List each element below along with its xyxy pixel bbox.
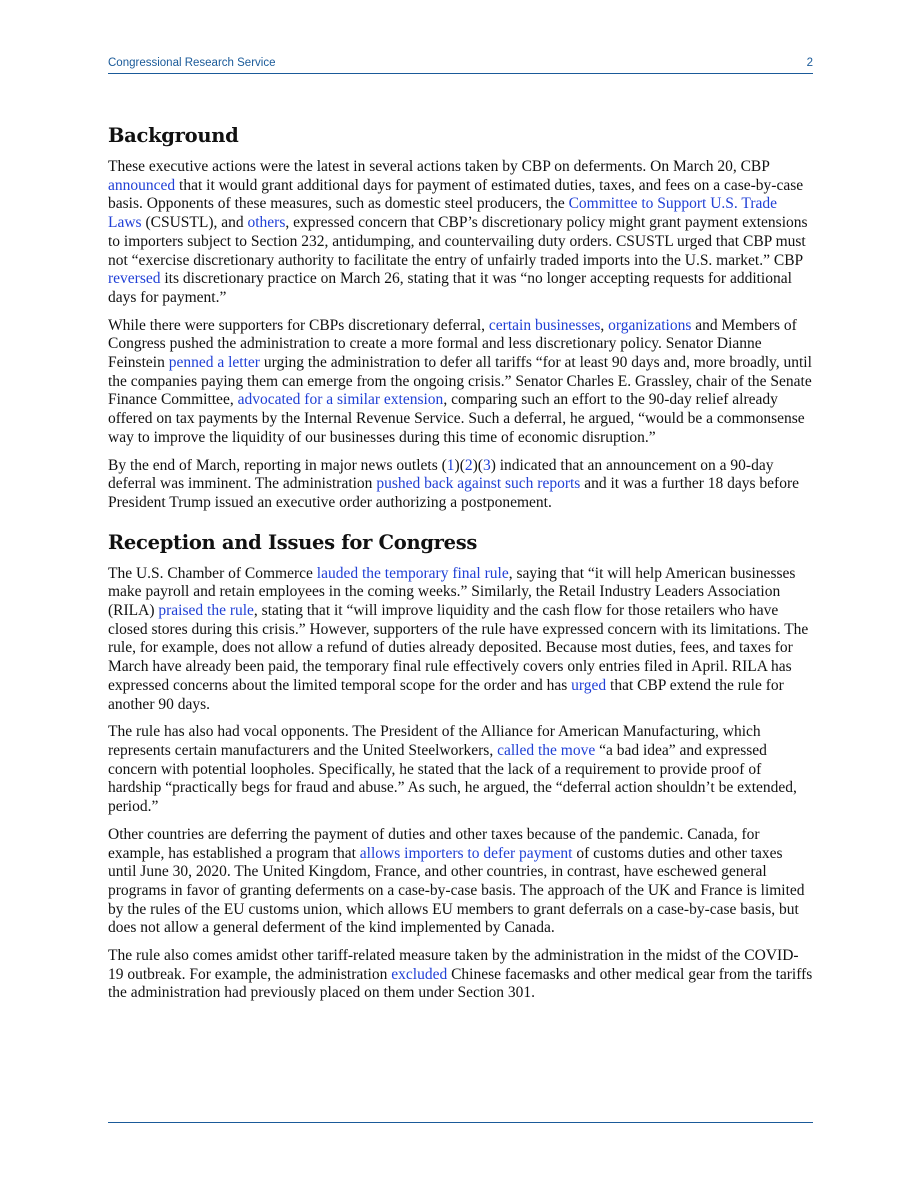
inline-link[interactable]: 1 <box>446 456 455 474</box>
inline-link[interactable]: reversed <box>108 270 161 288</box>
inline-link[interactable]: 3 <box>482 456 491 474</box>
text-run: The rule has also had vocal opponents. The President of the Alliance for American Manufacturing, which represents certain manufacturers and the United Steelworkers, <box>108 723 761 759</box>
paragraph <box>108 317 813 448</box>
document-body <box>108 122 813 1012</box>
text-run: , comparing such an effort to the 90-day relief already offered on tax payments by the Internal Revenue Service. Such a deferral, he argued, “would be a commonsense way to improve the liquidity of our businesses during this time of economic disruption.” <box>108 391 805 446</box>
text-run: , saying that “it will help American businesses make payroll and retain employees in the coming weeks.” Similarly, the Retail Industry Leaders Association (RILA) <box>108 564 796 620</box>
paragraph <box>108 158 813 308</box>
text-run: ) indicated that an announcement on a 90-day deferral was imminent. The administration <box>108 456 774 493</box>
text-run: Other countries are deferring the payment of duties and other taxes because of the pandemic. Canada, for example, has established a program that <box>108 825 760 862</box>
text-run: , <box>600 316 609 334</box>
inline-link[interactable]: praised the rule <box>158 602 254 620</box>
inline-link[interactable]: others <box>247 214 286 232</box>
text-run: “a bad idea” and expressed concern with potential loopholes. Specifically, he stated that the lack of a requirement to provide proof of hardship “practically begs for fraud and abuse.” As such, he argued, the “deferral action shouldn’t be extended, period.” <box>108 741 797 816</box>
inline-link[interactable]: lauded the temporary final rule <box>316 564 509 582</box>
text-run: that CBP extend the rule for another 90 days. <box>108 676 784 713</box>
inline-link[interactable]: excluded <box>391 965 448 983</box>
text-run: The U.S. Chamber of Commerce <box>108 564 317 582</box>
inline-link[interactable]: 2 <box>464 456 473 474</box>
inline-link[interactable]: pushed back against such reports <box>376 475 581 493</box>
inline-link[interactable]: advocated for a similar extension <box>237 391 444 409</box>
inline-link[interactable]: announced <box>108 176 176 194</box>
inline-link[interactable]: penned a letter <box>168 354 260 372</box>
page-header <box>108 57 813 73</box>
inline-link[interactable]: organizations <box>608 316 692 334</box>
text-run: These executive actions were the latest in several actions taken by CBP on deferments. On March 20, CBP <box>108 158 770 175</box>
header-divider <box>108 73 813 74</box>
text-run: urging the administration to defer all tariffs “for at least 90 days and, more broadly, until the companies paying them can emerge from the ongoing crisis.” Senator Charles E. Grassley, chair of the Senate Finance Committee, <box>108 354 812 409</box>
paragraph <box>108 565 813 715</box>
paragraph <box>108 947 813 1003</box>
paragraph <box>108 457 813 513</box>
inline-link[interactable]: allows importers to defer payment <box>359 844 573 862</box>
text-run: The rule also comes amidst other tariff-related measure taken by the administration in the midst of the COVID-19 outbreak. For example, the administration <box>108 947 799 983</box>
text-run: By the end of March, reporting in major news outlets ( <box>108 456 447 474</box>
inline-link[interactable]: urged <box>571 676 607 694</box>
text-run: , stating that it “will improve liquidity and the cash flow for those retailers who have closed stores during this crisis.” However, supporters of the rule have expressed concern with its limitations. The rule, for example, does not allow a refund of duties already deposited. Because most duties, fees, and taxes for March have already been paid, the temporary final rule effectively covers only entries filed in April. RILA has expressed concerns about the limited temporal scope for the order and has <box>108 602 809 694</box>
text-run: )( <box>472 456 483 474</box>
text-run: and Members of Congress pushed the administration to create a more formal and less discretionary policy. Senator Dianne Feinstein <box>108 316 797 372</box>
text-run: its discretionary practice on March 26, stating that it was “no longer accepting requests for additional days for payment.” <box>108 270 792 306</box>
inline-link[interactable]: certain businesses <box>488 316 601 334</box>
text-run: of customs duties and other taxes until June 30, 2020. The United Kingdom, France, and other countries, in contrast, have eschewed general programs in favor of granting deferments on a case-by-case basis. The approach of the UK and France is limited by the rules of the EU customs union, which allows EU members to grant deferrals on a case-by-case basis, but does not allow a general deferment of the kind implemented by Canada. <box>108 844 805 937</box>
text-run: Chinese facemasks and other medical gear from the tariffs the administration had previously placed on them under Section 301. <box>108 965 813 1002</box>
inline-link[interactable]: called the move <box>497 741 596 759</box>
text-run: that it would grant additional days for payment of estimated duties, taxes, and fees on a case-by-case basis. Opponents of these measures, such as domestic steel producers, the <box>108 176 804 213</box>
text-run: and it was a further 18 days before President Trump issued an executive order authorizing a postponement. <box>108 475 799 511</box>
text-run: (CSUSTL), and <box>141 214 248 232</box>
section-heading: Background <box>108 124 239 147</box>
section-heading: Reception and Issues for Congress <box>108 530 478 554</box>
text-run: While there were supporters for CBPs discretionary deferral, <box>108 316 489 334</box>
footer-divider <box>108 1122 813 1123</box>
paragraph <box>108 826 813 938</box>
inline-link[interactable]: Committee to Support U.S. Trade Laws <box>108 195 777 232</box>
header-org-name: Congressional Research Service <box>108 57 276 69</box>
text-run: )( <box>454 456 465 474</box>
text-run: , expressed concern that CBP’s discretionary policy might grant payment extensions to importers subject to Section 232, antidumping, and countervailing duty orders. CSUSTL urged that CBP must not “exercise discretionary authority to facilitate the entry of unfairly traded imports into the U.S. market.” CBP <box>108 214 808 269</box>
header-page-number: 2 <box>806 57 813 69</box>
paragraph <box>108 723 813 817</box>
